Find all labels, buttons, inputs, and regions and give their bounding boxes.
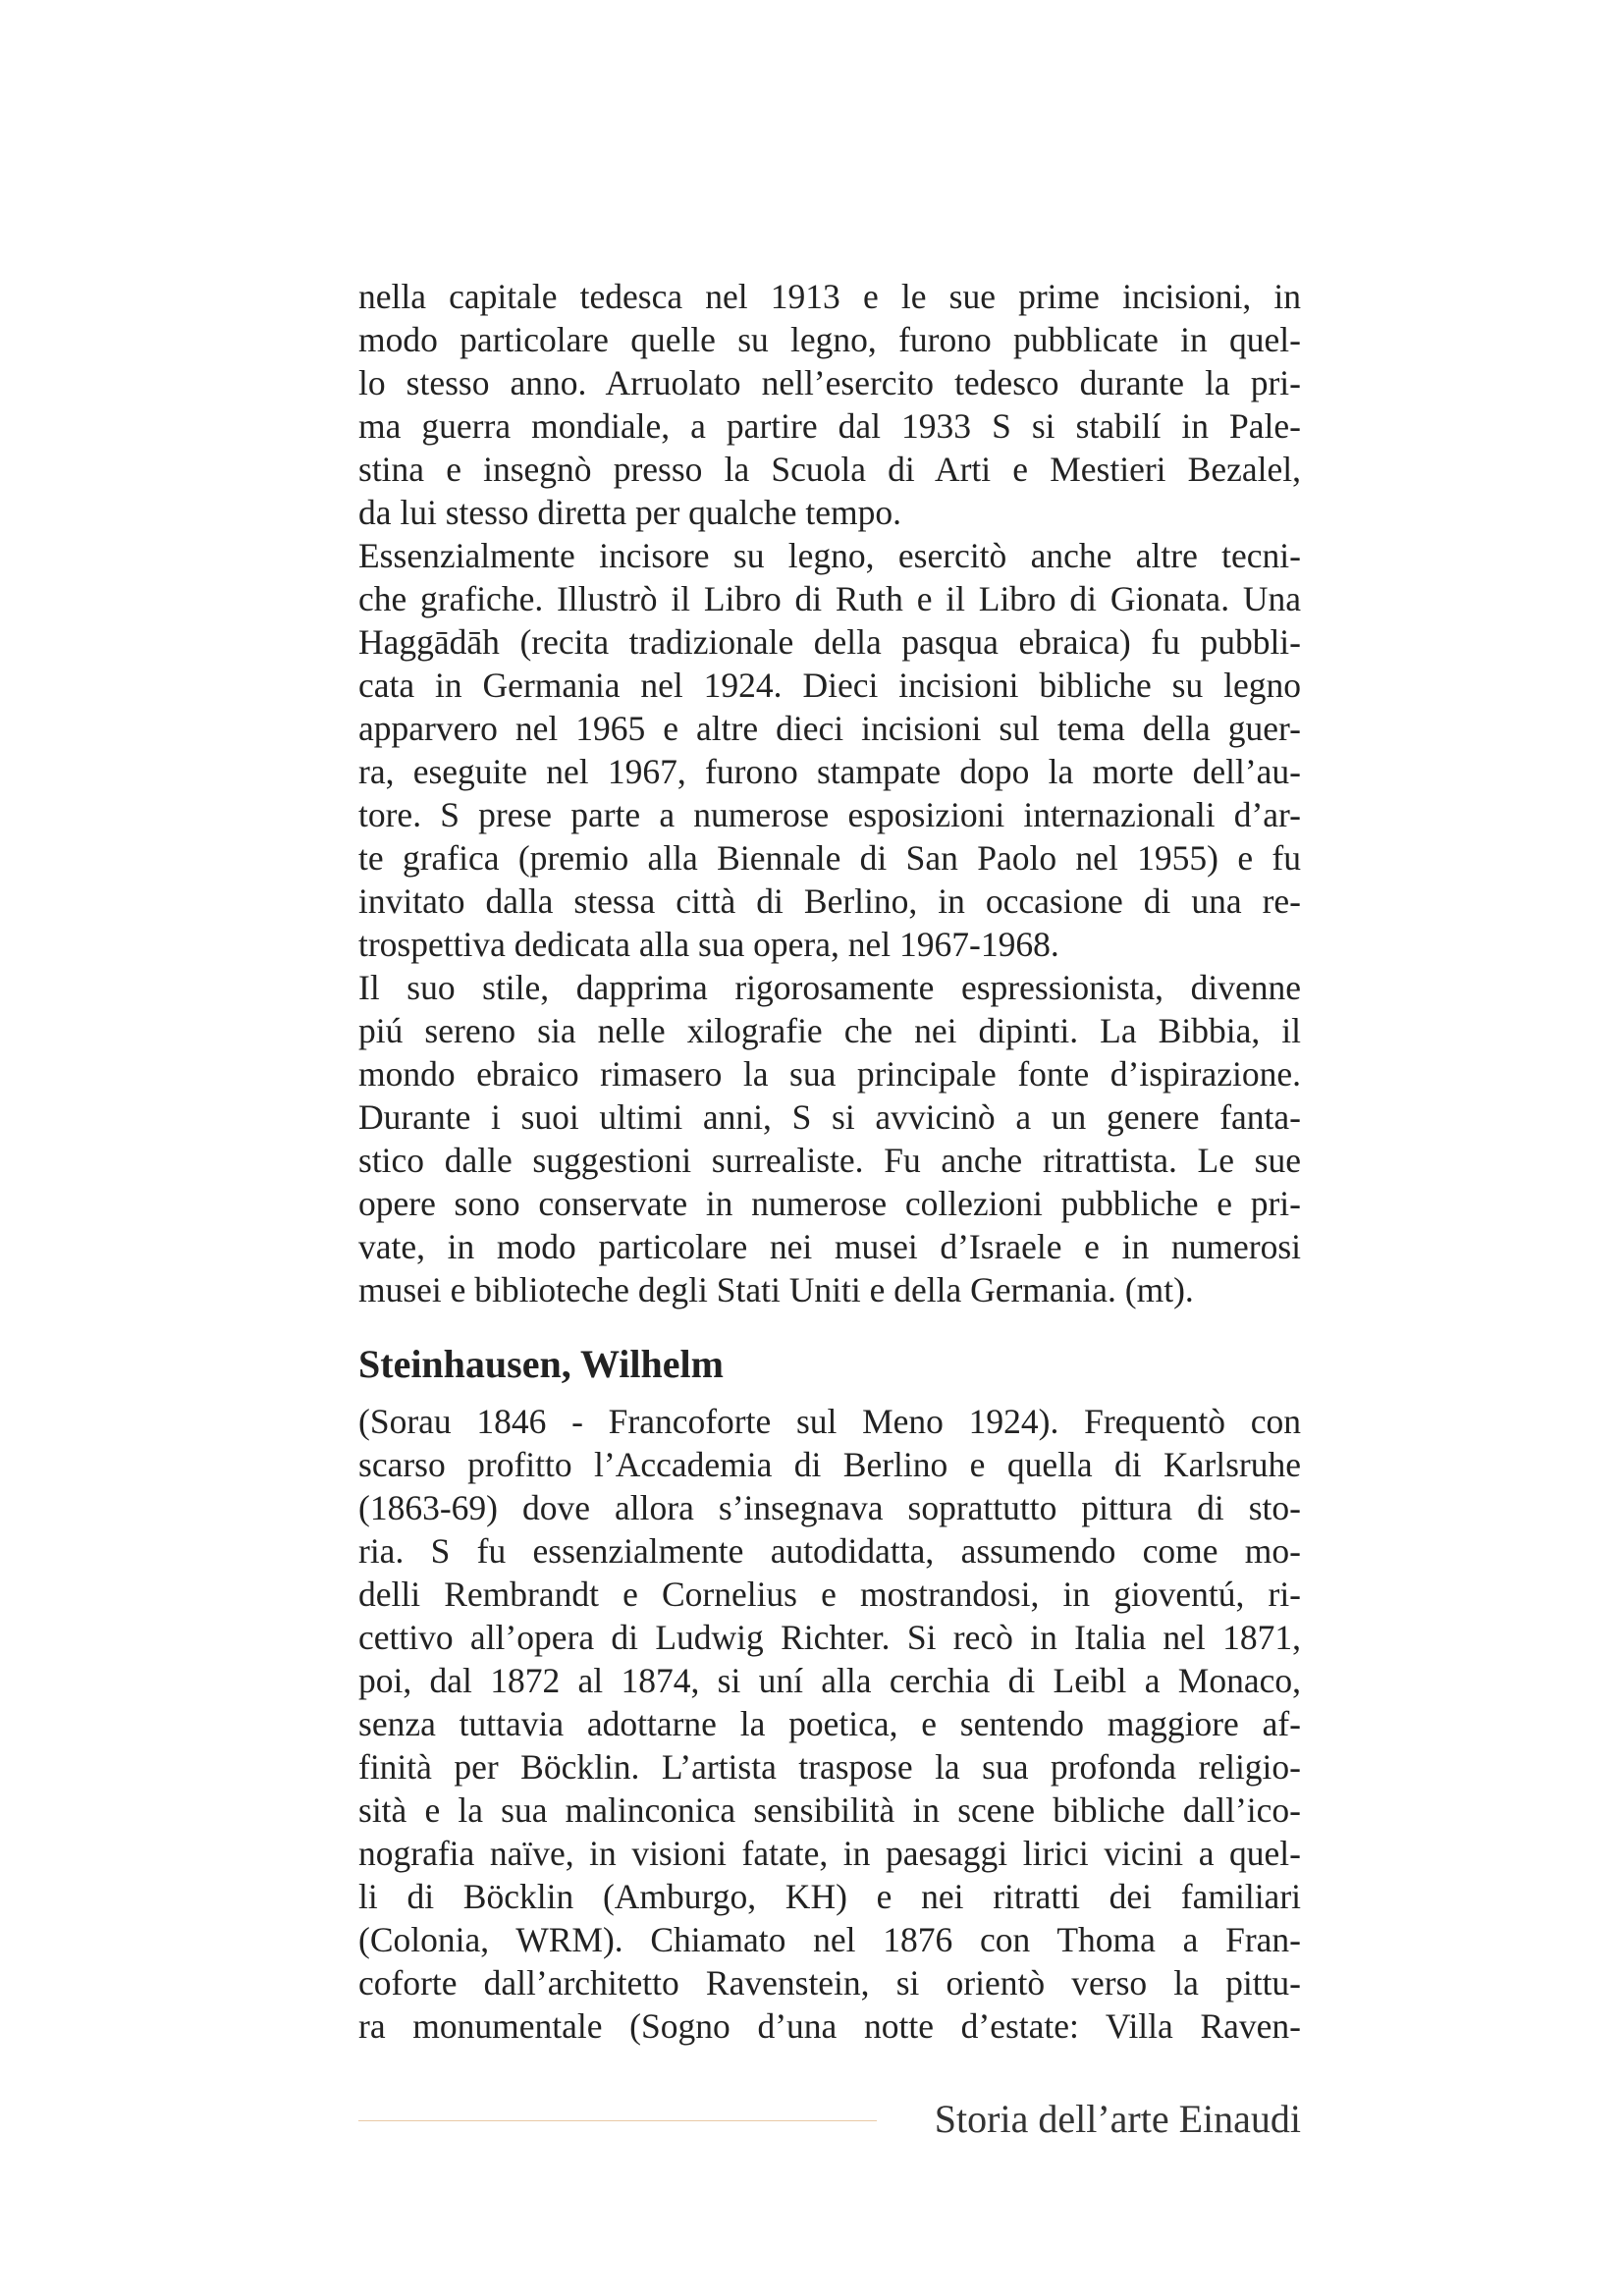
text-line: che grafiche. Illustrò il Libro di Ruth e il Libro di Gionata. Una [358, 579, 1301, 618]
text-line: (Colonia, WRM). Chiamato nel 1876 con Thoma a Fran- [358, 1920, 1301, 1959]
text-line: lo stesso anno. Arruolato nell’esercito tedesco durante la pri- [358, 363, 1301, 402]
text-line: (Sorau 1846 - Francoforte sul Meno 1924). Frequentò con [358, 1402, 1301, 1441]
text-line: ra monumentale (Sogno d’una notte d’estate: Villa Raven- [358, 2006, 1301, 2046]
text-line: piú sereno sia nelle xilografie che nei dipinti. La Bibbia, il [358, 1011, 1301, 1050]
text-line: ma guerra mondiale, a partire dal 1933 S si stabilí in Pale- [358, 406, 1301, 446]
entry-heading: Steinhausen, Wilhelm [358, 1342, 724, 1386]
text-line: invitato dalla stessa città di Berlino, in occasione di una re- [358, 881, 1301, 921]
footer-publication: Storia dell’arte Einaudi [934, 2097, 1301, 2141]
text-line: stina e insegnò presso la Scuola di Arti e Mestieri Bezalel, [358, 450, 1301, 489]
text-line: sità e la sua malinconica sensibilità in scene bibliche dall’ico- [358, 1790, 1301, 1830]
text-line: senza tuttavia adottarne la poetica, e sentendo maggiore af- [358, 1704, 1301, 1743]
text-line: Durante i suoi ultimi anni, S si avvicinò a un genere fanta- [358, 1097, 1301, 1137]
text-line: opere sono conservate in numerose collezioni pubbliche e pri- [358, 1184, 1301, 1223]
text-line: (1863-69) dove allora s’insegnava soprattutto pittura di sto- [358, 1488, 1301, 1527]
text-line: ria. S fu essenzialmente autodidatta, assumendo come mo- [358, 1531, 1301, 1571]
text-line: cettivo all’opera di Ludwig Richter. Si recò in Italia nel 1871, [358, 1618, 1301, 1657]
text-line: nella capitale tedesca nel 1913 e le sue prime incisioni, in [358, 277, 1301, 316]
text-line: finità per Böcklin. L’artista traspose la sua profonda religio- [358, 1747, 1301, 1787]
text-line: li di Böcklin (Amburgo, KH) e nei ritratti dei familiari [358, 1877, 1301, 1916]
text-line: trospettiva dedicata alla sua opera, nel 1967-1968. [358, 925, 1059, 964]
text-line: Essenzialmente incisore su legno, esercitò anche altre tecni- [358, 536, 1301, 575]
text-line: scarso profitto l’Accademia di Berlino e quella di Karlsruhe [358, 1445, 1301, 1484]
text-line: da lui stesso diretta per qualche tempo. [358, 493, 902, 532]
article-continuation [358, 275, 1301, 1311]
text-line: musei e biblioteche degli Stati Uniti e della Germania. (mt). [358, 1270, 1194, 1309]
text-line: nografia naïve, in visioni fatate, in paesaggi lirici vicini a quel- [358, 1834, 1301, 1873]
text-line: tore. S prese parte a numerose esposizioni internazionali d’ar- [358, 795, 1301, 834]
text-line: mondo ebraico rimasero la sua principale fonte d’ispirazione. [358, 1054, 1301, 1094]
entry-body [358, 1400, 1301, 2048]
text-line: cata in Germania nel 1924. Dieci incisioni bibliche su legno [358, 666, 1301, 705]
text-line: poi, dal 1872 al 1874, si uní alla cerchia di Leibl a Monaco, [358, 1661, 1301, 1700]
page-body [358, 275, 1301, 2048]
text-line: Haggādāh (recita tradizionale della pasqua ebraica) fu pubbli- [358, 622, 1301, 662]
text-line: stico dalle suggestioni surrealiste. Fu anche ritrattista. Le sue [358, 1141, 1301, 1180]
text-line: te grafica (premio alla Biennale di San Paolo nel 1955) e fu [358, 838, 1301, 878]
text-line: coforte dall’architetto Ravenstein, si orientò verso la pittu- [358, 1963, 1301, 2002]
text-line: modo particolare quelle su legno, furono pubblicate in quel- [358, 320, 1301, 359]
text-line: vate, in modo particolare nei musei d’Israele e in numerosi [358, 1227, 1301, 1266]
text-line: ra, eseguite nel 1967, furono stampate dopo la morte dell’au- [358, 752, 1301, 791]
text-line: Il suo stile, dapprima rigorosamente espressionista, divenne [358, 968, 1301, 1007]
footer-rule [358, 2120, 877, 2121]
text-line: apparvero nel 1965 e altre dieci incisioni sul tema della guer- [358, 709, 1301, 748]
text-line: delli Rembrandt e Cornelius e mostrandosi, in gioventú, ri- [358, 1575, 1301, 1614]
